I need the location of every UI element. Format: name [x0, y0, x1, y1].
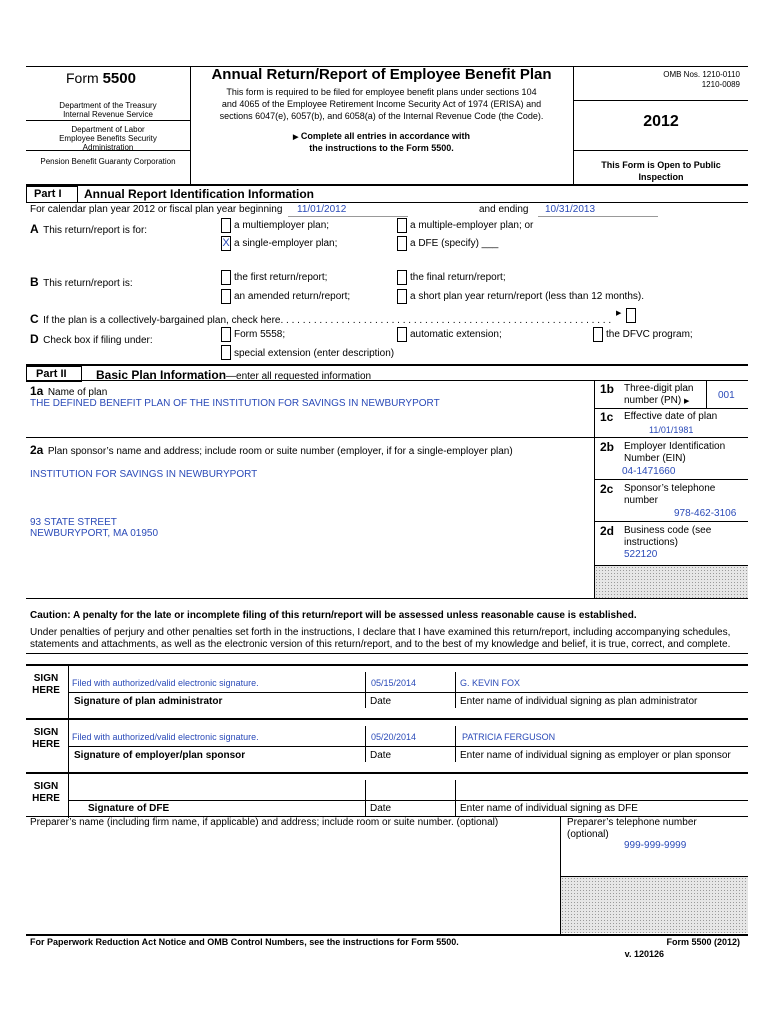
dept-labor: Department of Labor: [71, 125, 145, 134]
line-2c-text-2: number: [624, 495, 658, 506]
line-a-letter: A: [30, 222, 39, 236]
special-extension-checkbox[interactable]: [221, 345, 231, 360]
footer-version: v. 120126: [624, 949, 664, 959]
footer-notice: For Paperwork Reduction Act Notice and OMB Control Numbers, see the instructions for Form 5500.: [30, 937, 459, 947]
line-2c-text-1: Sponsor’s telephone: [624, 483, 716, 494]
form-label: [66, 70, 136, 87]
line-1a-text: Name of plan: [47, 387, 108, 398]
line-d-label: [30, 330, 153, 348]
plan-name-field[interactable]: THE DEFINED BENEFIT PLAN OF THE INSTITUTION FOR SAVINGS IN NEWBURYPORT: [30, 398, 440, 409]
part-2-title: [96, 366, 371, 384]
omb-number-2: 1210-0089: [701, 80, 740, 89]
special-extension-label: special extension (enter description): [234, 348, 395, 359]
here-word: HERE: [32, 739, 60, 750]
form-word: Form: [66, 70, 99, 86]
sign-here-1: [28, 673, 64, 697]
tax-year: 2012: [643, 113, 679, 130]
signature-sponsor-label: Signature of employer/plan sponsor: [74, 750, 246, 761]
short-plan-year-label: a short plan year return/report (less than 12 months).: [410, 291, 645, 302]
preparer-phone-label-1: Preparer’s telephone number: [567, 817, 697, 828]
open-inspection-1: This Form is Open to Public: [601, 160, 721, 170]
business-code-field[interactable]: 522120: [624, 549, 658, 560]
line-2a-text: Plan sponsor’s name and address; include room or suite number (employer, if for a single-employer plan): [47, 446, 513, 457]
dept-treasury: Department of the Treasury: [59, 101, 157, 110]
line-2a-number: 2a: [30, 443, 44, 457]
line-b-text: This return/report is:: [43, 278, 133, 289]
line-2b-number: 2b: [600, 440, 615, 454]
multiemployer-label: a multiemployer plan;: [234, 220, 330, 231]
line-1b-number: 1b: [600, 382, 615, 396]
name-administrator-label: Enter name of individual signing as plan administrator: [460, 696, 698, 707]
name-administrator-field[interactable]: G. KEVIN FOX: [460, 678, 521, 688]
footer-form-id: Form 5500 (2012): [666, 937, 740, 947]
date-sponsor-field[interactable]: 05/20/2014: [371, 732, 417, 742]
multiple-employer-checkbox[interactable]: [397, 218, 407, 233]
ebsa-label: Employee Benefits Security: [59, 134, 157, 143]
line-b-label: [30, 273, 133, 291]
pbgc-label: Pension Benefit Guaranty Corporation: [40, 157, 176, 166]
line-c-label: [30, 310, 615, 328]
complete-text-1: Complete all entries in accordance with: [300, 131, 470, 141]
form-desc-3: sections 6047(e), 6057(b), and 6058(a) of the Internal Revenue Code (the Code).: [219, 111, 544, 121]
name-sponsor-label: Enter name of individual signing as employer or plan sponsor: [460, 750, 731, 761]
line-1b-text-2-label: number (PN): [624, 395, 682, 406]
part-2-title-text: Basic Plan Information: [96, 368, 227, 382]
line-d-letter: D: [30, 332, 39, 346]
triangle-right-icon: ▶: [293, 134, 299, 141]
signature-sponsor-field[interactable]: Filed with authorized/valid electronic signature.: [72, 732, 259, 742]
line-2d-number: 2d: [600, 524, 615, 538]
sponsor-name-field[interactable]: INSTITUTION FOR SAVINGS IN NEWBURYPORT: [30, 469, 258, 480]
form-desc-1: This form is required to be filed for employee benefit plans under sections 104: [226, 87, 537, 97]
calendar-year-text: For calendar plan year 2012 or fiscal plan year beginning: [30, 204, 283, 215]
line-1b-text-1: Three-digit plan: [624, 383, 694, 394]
single-employer-label: a single-employer plan;: [234, 238, 338, 249]
automatic-extension-checkbox[interactable]: [397, 327, 407, 342]
automatic-extension-label: automatic extension;: [410, 329, 502, 340]
sign-here-2: [28, 727, 64, 751]
part-1-label-box: [26, 186, 78, 203]
preparer-phone-label-2: (optional): [567, 829, 609, 840]
plan-year-end-date[interactable]: 10/31/2013: [545, 204, 596, 215]
sign-here-3: [28, 781, 64, 805]
shaded-area: [595, 566, 748, 598]
name-dfe-label: Enter name of individual signing as DFE: [460, 803, 638, 814]
plan-number-field[interactable]: 001: [718, 390, 735, 401]
part-2-label: Part II: [36, 368, 67, 380]
multiple-employer-label: a multiple-employer plan; or: [410, 220, 534, 231]
triangle-right-icon: ▶: [684, 398, 690, 405]
line-2b-text-2: Number (EIN): [624, 453, 686, 464]
line-2c-number: 2c: [600, 482, 614, 496]
effective-date-field[interactable]: 11/01/1981: [649, 425, 694, 435]
date-administrator-field[interactable]: 05/15/2014: [371, 678, 417, 688]
short-plan-year-checkbox[interactable]: [397, 289, 407, 304]
here-word: HERE: [32, 793, 60, 804]
part-1-label: Part I: [34, 188, 62, 200]
sign-word: SIGN: [33, 781, 59, 792]
single-employer-checkbox[interactable]: X: [222, 237, 230, 249]
final-return-checkbox[interactable]: [397, 270, 407, 285]
line-2d-text-2: instructions): [624, 537, 678, 548]
signature-administrator-field[interactable]: Filed with authorized/valid electronic signature.: [72, 678, 259, 688]
signature-dfe-label: Signature of DFE: [88, 803, 170, 814]
signature-administrator-label: Signature of plan administrator: [74, 696, 223, 707]
sponsor-address-line-2[interactable]: NEWBURYPORT, MA 01950: [30, 528, 159, 539]
form-number: 5500: [102, 70, 136, 87]
part-1-title: Annual Report Identification Information: [84, 187, 314, 201]
omb-number-1: OMB Nos. 1210-0110: [663, 70, 740, 79]
first-return-checkbox[interactable]: [221, 270, 231, 285]
preparer-name-label: Preparer’s name (including firm name, if applicable) and address; include room or suite number. (optional): [30, 817, 499, 828]
line-1a-number: 1a: [30, 384, 44, 398]
form-title: Annual Return/Report of Employee Benefit Plan: [211, 66, 552, 83]
date-sponsor-label: Date: [370, 750, 392, 761]
complete-instructions-2: the instructions to the Form 5500.: [309, 143, 454, 153]
irs-label: Internal Revenue Service: [63, 110, 153, 119]
final-return-label: the final return/report;: [410, 272, 506, 283]
first-return-label: the first return/report;: [234, 272, 328, 283]
amended-return-checkbox[interactable]: [221, 289, 231, 304]
line-a-text: This return/report is for:: [43, 225, 148, 236]
line-b-letter: B: [30, 275, 39, 289]
part-2-title-suffix: —enter all requested information: [226, 371, 372, 382]
line-c-text: If the plan is a collectively-bargained plan, check here. . . . . . . . . . . . . . . . . . . . . . . . . . . . . . . . . . . . . . . . . . . . . . . . . . . . . . . . . . . .: [43, 315, 612, 326]
dfe-checkbox[interactable]: [397, 236, 407, 251]
line-2b-text-1: Employer Identification: [624, 441, 726, 452]
ein-field[interactable]: 04-1471660: [622, 466, 676, 477]
form-5558-label: Form 5558;: [234, 329, 286, 340]
ebsa-admin-label: Administration: [82, 143, 134, 152]
sponsor-address-line-1[interactable]: 93 STATE STREET: [30, 517, 117, 528]
dfe-label: a DFE (specify) ___: [410, 238, 499, 249]
amended-return-label: an amended return/report;: [234, 291, 351, 302]
dfvc-checkbox[interactable]: [593, 327, 603, 342]
perjury-text-2: statements and attachments, as well as the electronic version of this return/report, and to the best of my knowledge and belief, it is true, correct, and complete.: [30, 639, 731, 650]
line-d-text: Check box if filing under:: [43, 335, 153, 346]
sign-word: SIGN: [33, 673, 59, 684]
sign-word: SIGN: [33, 727, 59, 738]
shaded-area: [561, 877, 748, 933]
date-administrator-label: Date: [370, 696, 392, 707]
line-c-letter: C: [30, 312, 39, 326]
multiemployer-checkbox[interactable]: [221, 218, 231, 233]
line-a-label: [30, 220, 147, 238]
line-1c-number: 1c: [600, 410, 614, 424]
here-word: HERE: [32, 685, 60, 696]
sponsor-phone-field[interactable]: 978-462-3106: [674, 508, 737, 519]
line-2d-text-1: Business code (see: [624, 525, 712, 536]
line-1b-text-2: [624, 395, 689, 406]
plan-year-begin-date[interactable]: 11/01/2012: [297, 204, 347, 215]
open-inspection-2: Inspection: [638, 172, 684, 182]
collectively-bargained-checkbox[interactable]: [626, 308, 636, 323]
name-sponsor-field[interactable]: PATRICIA FERGUSON: [462, 732, 556, 742]
form-desc-2: and 4065 of the Employee Retirement Income Security Act of 1974 (ERISA) and: [221, 99, 542, 109]
form-5558-checkbox[interactable]: [221, 327, 231, 342]
triangle-right-icon: ▶: [616, 310, 622, 317]
line-2a-label: [30, 441, 513, 459]
dfvc-label: the DFVC program;: [606, 329, 693, 340]
caution-text: Caution: A penalty for the late or incomplete filing of this return/report will be assessed unless reasonable cause is established.: [30, 610, 637, 621]
complete-instructions-1: [190, 131, 573, 141]
date-dfe-label: Date: [370, 803, 392, 814]
perjury-text-1: Under penalties of perjury and other penalties set forth in the instructions, I declare that I have examined this return/report, including accompanying schedules,: [30, 627, 731, 638]
preparer-phone-field[interactable]: 999-999-9999: [624, 840, 687, 851]
and-ending-text: and ending: [479, 204, 529, 215]
line-1c-text: Effective date of plan: [624, 411, 718, 422]
